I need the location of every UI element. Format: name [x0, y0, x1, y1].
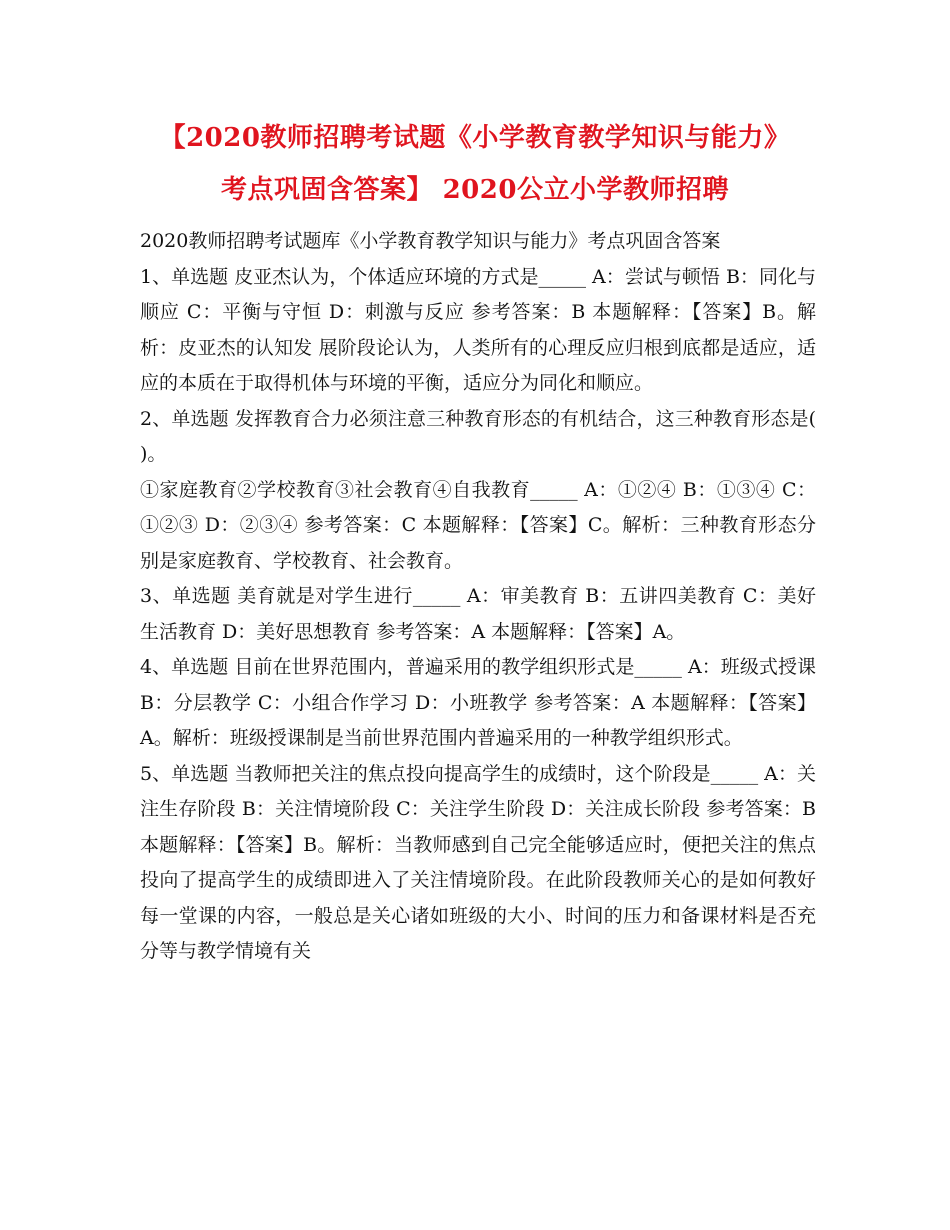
- question-5: 5、单选题 当教师把关注的焦点投向提高学生的成绩时，这个阶段是_____ A：关注生存阶段 B：关注情境阶段 C：关注学生阶段 D：关注成长阶段 参考答案：B 本题解释：【答案】B。解析：当教师感到自己完全能够适应时，便把关注的焦点投向了提高学生的成绩即进入了关注情境阶段。在此阶段教师关心的是如何教好每一堂课的内容，一般总是关心诸如班级的大小、时间的压力和备课材料是否充分等与教学情境有关: [140, 762, 816, 962]
- question-4: 4、单选题 目前在世界范围内，普遍采用的教学组织形式是_____ A：班级式授课 B：分层教学 C：小组合作学习 D：小班教学 参考答案：A 本题解释：【答案】A。解析：班级授课制是当前世界范围内普遍采用的一种教学组织形式。: [140, 656, 816, 749]
- question-1: 1、单选题 皮亚杰认为，个体适应环境的方式是_____ A：尝试与顿悟 B：同化与顺应 C：平衡与守恒 D：刺激与反应 参考答案：B 本题解释：【答案】B。解析：皮亚杰的认知发 展阶段论认为，人类所有的心理反应归根到底都是适应，适应的本质在于取得机体与环境的平衡，适应分为同化和顺应。: [140, 265, 816, 394]
- question-3: 3、单选题 美育就是对学生进行_____ A：审美教育 B：五讲四美教育 C：美好生活教育 D：美好思想教育 参考答案：A 本题解释：【答案】A。: [140, 585, 816, 643]
- document-body: [140, 224, 816, 970]
- title-line-2: 考点巩固含答案】 2020公立小学教师招聘: [221, 175, 729, 205]
- question-2-stem: 2、单选题 发挥教育合力必须注意三种教育形态的有机结合，这三种教育形态是( )。: [140, 407, 816, 465]
- intro-paragraph: 2020教师招聘考试题库《小学教育教学知识与能力》考点巩固含答案: [140, 230, 721, 252]
- title-line-1: 【2020教师招聘考试题《小学教育教学知识与能力》: [159, 123, 791, 153]
- question-2-options: ①家庭教育②学校教育③社会教育④自我教育_____ A：①②④ B：①③④ C：①②③ D：②③④ 参考答案：C 本题解释：【答案】C。解析：三种教育形态分别是家庭教育、学校教育、社会教育。: [140, 478, 816, 572]
- document-title: [100, 112, 850, 216]
